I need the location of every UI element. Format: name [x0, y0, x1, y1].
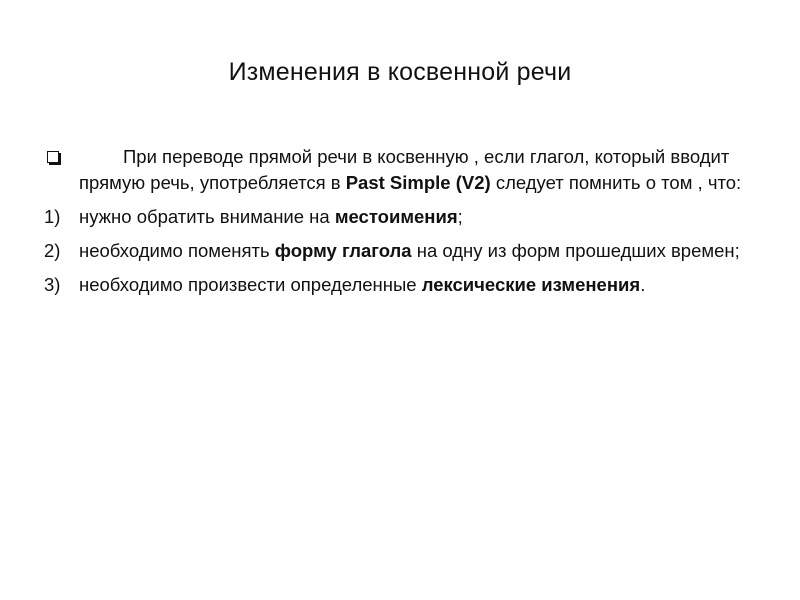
slide-title: Изменения в косвенной речи	[228, 58, 572, 86]
list-item-text-bold: местоимения	[334, 206, 458, 227]
list-item-text-before: необходимо поменять	[79, 240, 275, 261]
list-item-text-before: нужно обратить внимание на	[79, 206, 335, 227]
list-item-number: 3)	[44, 274, 61, 295]
list-item-text	[79, 272, 754, 298]
list-item-text	[79, 238, 754, 264]
list-item	[44, 204, 754, 230]
list-item-text-after: ;	[457, 206, 463, 227]
list-item-text-bold: лексические изменения	[421, 274, 641, 295]
intro-paragraph	[44, 144, 754, 196]
list-item-number: 1)	[44, 206, 61, 227]
intro-text-after: следует помнить о том , что:	[490, 172, 742, 193]
list-item-text-after: на одну из форм прошедших времен;	[411, 240, 740, 261]
intro-text-before: При переводе прямой речи в косвенную , если глагол, который вводит прямую речь, употребляется в	[79, 146, 730, 193]
intro-text-bold: Past Simple (V2)	[345, 172, 491, 193]
bullet-marker	[44, 144, 79, 170]
list-item-text-before: необходимо произвести определенные	[79, 274, 422, 295]
checkbox-bullet-icon	[47, 151, 59, 163]
list-item-text	[79, 204, 754, 230]
list-item-number: 2)	[44, 240, 61, 261]
slide-content	[44, 144, 754, 306]
intro-text	[79, 144, 754, 196]
list-item	[44, 272, 754, 298]
list-item-text-bold: форму глагола	[274, 240, 412, 261]
list-item	[44, 238, 754, 264]
list-item-text-after: .	[640, 274, 646, 295]
